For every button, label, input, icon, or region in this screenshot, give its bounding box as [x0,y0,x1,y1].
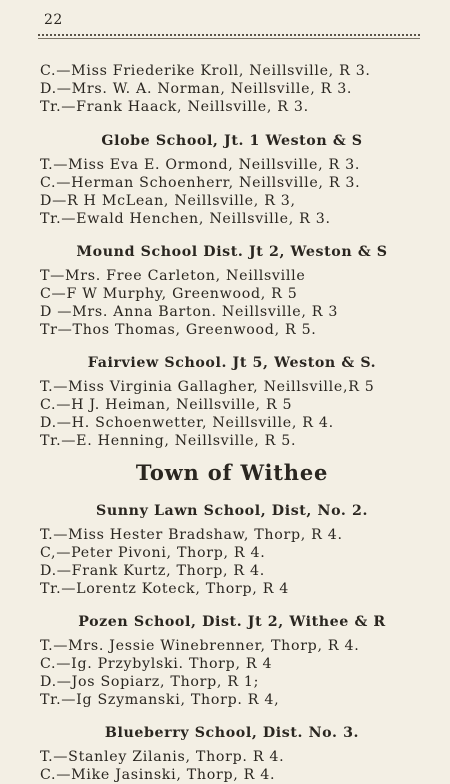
school-section-sunny-lawn [40,502,424,598]
entry-line: D.—H. Schoenwetter, Neillsville, R 4. [40,415,334,431]
entry-line: T.—Miss Eva E. Ormond, Neillsville, R 3. [40,157,361,173]
entry-line: C—F W Murphy, Greenwood, R 5 [40,286,298,302]
school-heading: Pozen School, Dist. Jt 2, Withee & R [78,614,386,630]
school-heading: Blueberry School, Dist. No. 3. [104,725,360,741]
entry-line: C.—Mike Jasinski, Thorp, R 4. [40,767,276,783]
entry-line: T.—Stanley Zilanis, Thorp. R 4. [40,749,285,765]
header-rule-dotted [38,34,420,36]
school-section-blueberry [40,724,424,784]
entry-line: T.—Mrs. Jessie Winebrenner, Thorp, R 4. [40,638,360,654]
school-heading: Fairview School. Jt 5, Weston & S. [87,355,377,371]
entry-line: D —Mrs. Anna Barton. Neillsville, R 3 [40,304,339,320]
entry-line: T—Mrs. Free Carleton, Neillsville [40,268,306,284]
entry-line: D.—Frank Kurtz, Thorp, R 4. [40,563,265,579]
school-section-globe [40,132,424,228]
entry-line: Tr.—Frank Haack, Neillsville, R 3. [40,99,309,115]
entry-line: C,—Peter Pivoni, Thorp, R 4. [40,545,266,561]
school-section-mound [40,243,424,339]
entry-line: Tr.—Lorentz Koteck, Thorp, R 4 [40,581,290,597]
continued-entries [40,62,424,116]
entry-line: D.—Jos Sopiarz, Thorp, R 1; [40,674,260,690]
school-heading: Globe School, Jt. 1 Weston & S [101,133,363,149]
entry-line: T.—Miss Hester Bradshaw, Thorp, R 4. [40,527,343,543]
school-heading: Mound School Dist. Jt 2, Weston & S [76,244,388,260]
page-content [40,62,424,784]
entry-line: D.—Mrs. W. A. Norman, Neillsville, R 3. [40,81,353,97]
school-section-fairview [40,354,424,450]
entry-line: C.—Ig. Przybylski. Thorp, R 4 [40,656,273,672]
page-number: 22 [44,12,63,28]
header-rule [38,38,420,39]
entry-line: D—R H McLean, Neillsville, R 3, [40,193,296,209]
town-title: Town of Withee [135,460,329,485]
entry-line: Tr.—Ewald Henchen, Neillsville, R 3. [40,211,331,227]
entry-line: C.—Herman Schoenherr, Neillsville, R 3. [40,175,361,191]
entry-line: T.—Miss Virginia Gallagher, Neillsville,R 5 [40,379,375,395]
entry-line: Tr.—E. Henning, Neillsville, R 5. [40,433,297,449]
school-heading: Sunny Lawn School, Dist, No. 2. [96,503,368,519]
school-section-pozen [40,613,424,709]
entry-line: Tr.—Ig Szymanski, Thorp. R 4, [40,692,280,708]
entry-line: C.—H J. Heiman, Neillsville, R 5 [40,397,293,413]
entry-line: Tr—Thos Thomas, Greenwood, R 5. [40,322,317,338]
entry-line: C.—Miss Friederike Kroll, Neillsville, R 3. [40,63,371,79]
